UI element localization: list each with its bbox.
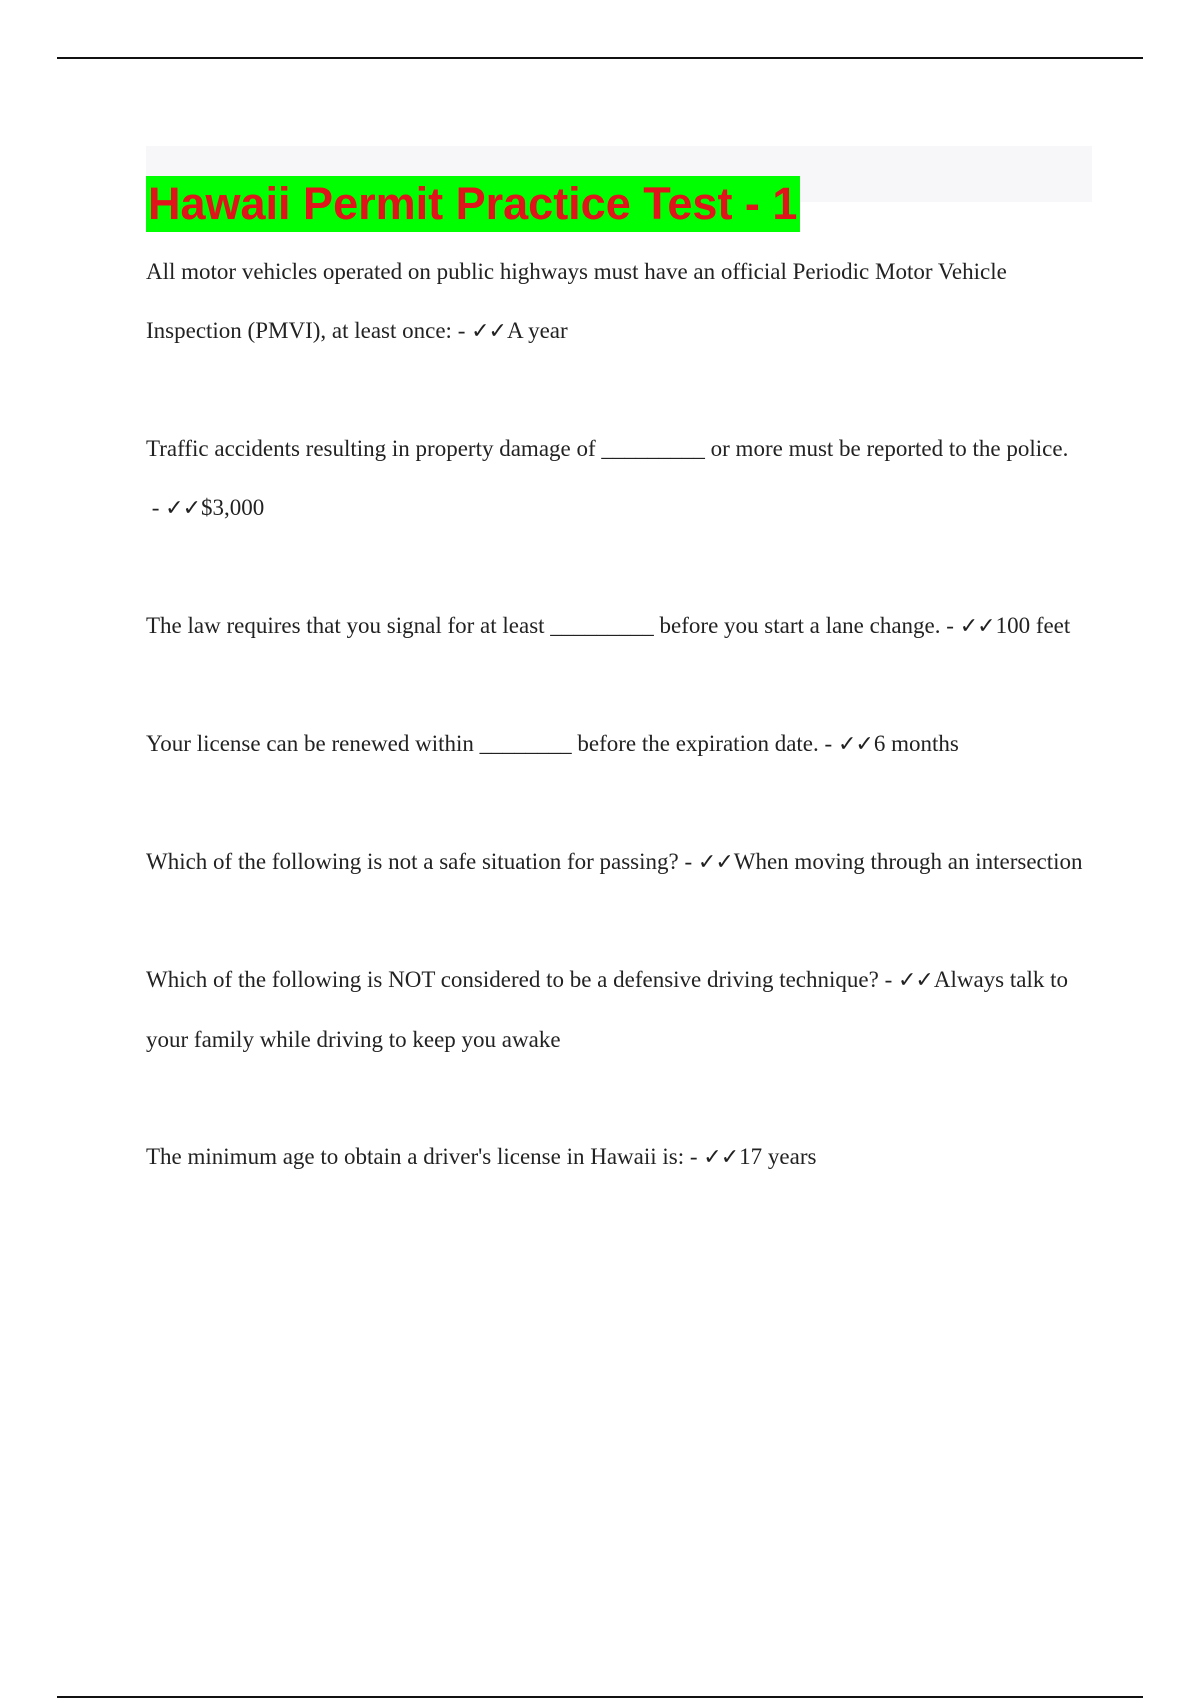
answer-text: 17 years	[739, 1144, 817, 1169]
double-check-icon: ✓✓	[697, 850, 733, 875]
qa-item	[146, 242, 1092, 361]
answer-separator: -	[451, 318, 472, 343]
qa-item	[146, 419, 1092, 538]
double-check-icon: ✓✓	[897, 968, 933, 993]
question-text: Which of the following is not a safe situation for passing?	[146, 849, 679, 874]
qa-item	[146, 950, 1092, 1069]
double-check-icon: ✓✓	[703, 1145, 739, 1170]
qa-item	[146, 596, 1092, 656]
answer-separator: -	[146, 495, 166, 520]
bottom-divider	[57, 1696, 1143, 1698]
answer-separator: -	[818, 731, 838, 756]
answer-text: 6 months	[873, 731, 959, 756]
qa-item	[146, 714, 1092, 774]
qa-item	[146, 1127, 1092, 1187]
answer-text: Always talk to your family while driving to keep you awake	[146, 967, 1069, 1052]
question-text: Which of the following is NOT considered to be a defensive driving technique?	[146, 967, 879, 992]
answer-text: When moving through an intersection	[733, 849, 1083, 874]
question-text: The law requires that you signal for at least _________ before you start a lane change.	[146, 613, 941, 638]
answer-text: 100 feet	[995, 613, 1071, 638]
answer-separator: -	[940, 613, 960, 638]
qa-list	[146, 242, 1092, 1187]
question-text: All motor vehicles operated on public highways must have an official Periodic Motor Vehicle Inspection (PMVI), at least once:	[146, 259, 1007, 343]
question-text: The minimum age to obtain a driver's license in Hawaii is:	[146, 1144, 685, 1169]
double-check-icon: ✓✓	[959, 614, 995, 639]
double-check-icon: ✓✓	[471, 319, 506, 344]
qa-item	[146, 832, 1092, 892]
answer-separator: -	[878, 967, 898, 992]
double-check-icon: ✓✓	[837, 732, 873, 757]
top-divider	[57, 57, 1143, 59]
answer-text: $3,000	[201, 495, 265, 520]
question-text: Traffic accidents resulting in property damage of _________ or more must be reported to the police.	[146, 436, 1069, 461]
answer-text: A year	[507, 318, 568, 343]
double-check-icon: ✓✓	[165, 496, 201, 521]
page-title: Hawaii Permit Practice Test - 1	[146, 176, 800, 232]
answer-separator: -	[678, 849, 698, 874]
answer-separator: -	[684, 1144, 704, 1169]
question-text: Your license can be renewed within ________ before the expiration date.	[146, 731, 819, 756]
